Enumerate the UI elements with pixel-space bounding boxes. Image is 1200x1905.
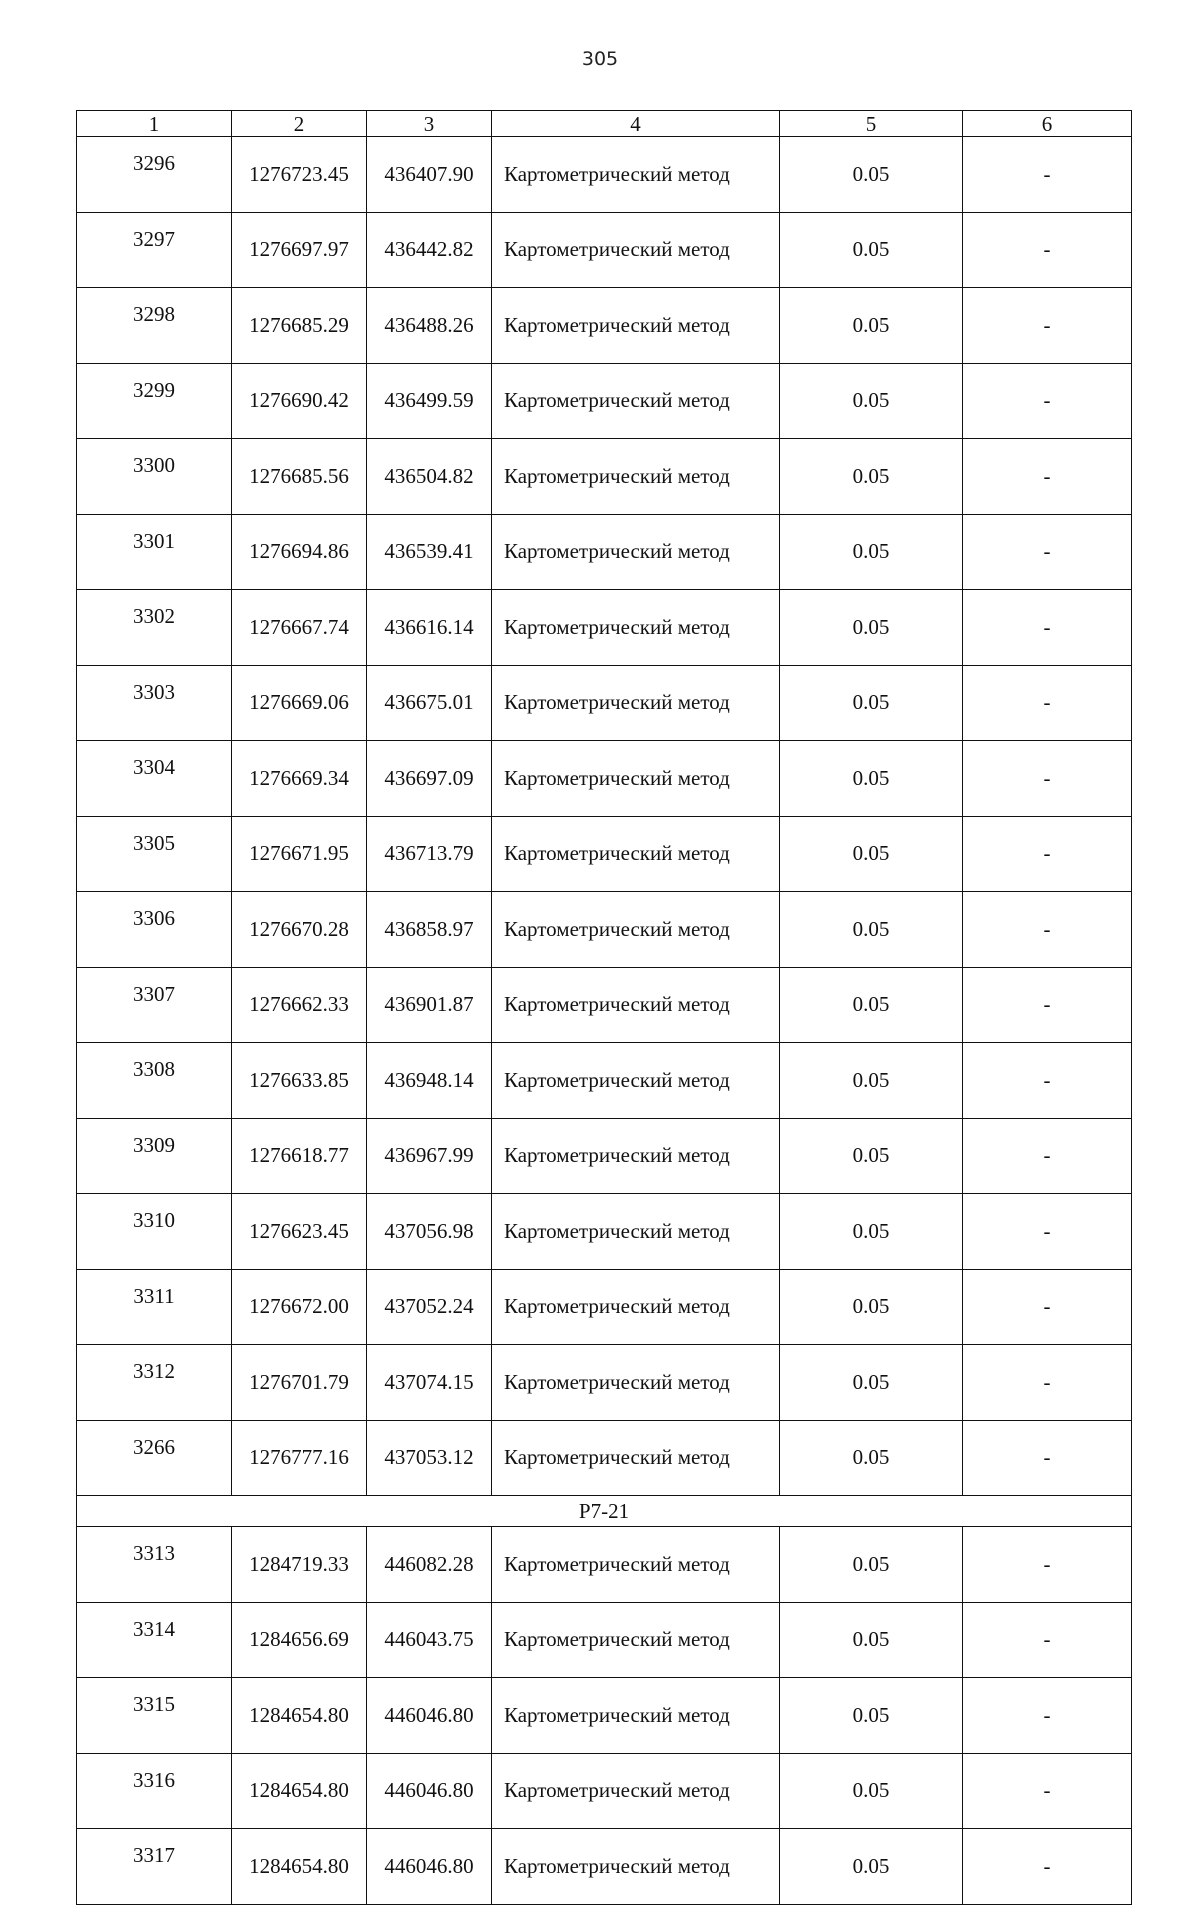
table-row [77,288,1132,364]
x-coordinate-cell: 1276669.06 [232,665,367,741]
x-coordinate-cell: 1276633.85 [232,1043,367,1119]
note-cell: - [963,439,1132,515]
table-row [77,1527,1132,1603]
error-cell: 0.05 [780,1043,963,1119]
note-cell: - [963,892,1132,968]
point-number-cell: 3302 [77,590,232,666]
error-cell: 0.05 [780,1678,963,1754]
x-coordinate-cell: 1276777.16 [232,1420,367,1496]
coordinates-table [76,110,1132,1905]
x-coordinate-cell: 1284654.80 [232,1829,367,1905]
point-number-cell: 3307 [77,967,232,1043]
y-coordinate-cell: 436948.14 [367,1043,492,1119]
point-number-cell: 3308 [77,1043,232,1119]
table-row [77,363,1132,439]
error-cell: 0.05 [780,967,963,1043]
x-coordinate-cell: 1276669.34 [232,741,367,817]
note-cell: - [963,816,1132,892]
y-coordinate-cell: 436697.09 [367,741,492,817]
y-coordinate-cell: 436499.59 [367,363,492,439]
method-cell: Картометрический метод [492,288,780,364]
note-cell: - [963,1602,1132,1678]
note-cell: - [963,1753,1132,1829]
x-coordinate-cell: 1276662.33 [232,967,367,1043]
table-row [77,590,1132,666]
table-row [77,741,1132,817]
error-cell: 0.05 [780,590,963,666]
error-cell: 0.05 [780,1829,963,1905]
error-cell: 0.05 [780,1602,963,1678]
note-cell: - [963,363,1132,439]
note-cell: - [963,1678,1132,1754]
point-number-cell: 3298 [77,288,232,364]
table-row [77,439,1132,515]
y-coordinate-cell: 437053.12 [367,1420,492,1496]
y-coordinate-cell: 437052.24 [367,1269,492,1345]
point-number-cell: 3301 [77,514,232,590]
error-cell: 0.05 [780,1118,963,1194]
point-number-cell: 3266 [77,1420,232,1496]
note-cell: - [963,212,1132,288]
note-cell: - [963,1829,1132,1905]
point-number-cell: 3316 [77,1753,232,1829]
x-coordinate-cell: 1276690.42 [232,363,367,439]
method-cell: Картометрический метод [492,363,780,439]
method-cell: Картометрический метод [492,1527,780,1603]
note-cell: - [963,590,1132,666]
point-number-cell: 3315 [77,1678,232,1754]
y-coordinate-cell: 436616.14 [367,590,492,666]
method-cell: Картометрический метод [492,137,780,213]
error-cell: 0.05 [780,1345,963,1421]
y-coordinate-cell: 436407.90 [367,137,492,213]
y-coordinate-cell: 436858.97 [367,892,492,968]
error-cell: 0.05 [780,1527,963,1603]
x-coordinate-cell: 1276685.29 [232,288,367,364]
y-coordinate-cell: 436442.82 [367,212,492,288]
point-number-cell: 3296 [77,137,232,213]
column-header: 2 [232,111,367,137]
column-header: 3 [367,111,492,137]
section-header-row [77,1496,1132,1527]
method-cell: Картометрический метод [492,439,780,515]
point-number-cell: 3317 [77,1829,232,1905]
table-row [77,1043,1132,1119]
method-cell: Картометрический метод [492,1118,780,1194]
x-coordinate-cell: 1276694.86 [232,514,367,590]
point-number-cell: 3300 [77,439,232,515]
method-cell: Картометрический метод [492,741,780,817]
table-row [77,1602,1132,1678]
note-cell: - [963,1420,1132,1496]
table-row [77,137,1132,213]
section-title: Р7-21 [77,1496,1132,1527]
error-cell: 0.05 [780,1420,963,1496]
note-cell: - [963,1194,1132,1270]
column-header: 6 [963,111,1132,137]
note-cell: - [963,1269,1132,1345]
y-coordinate-cell: 446082.28 [367,1527,492,1603]
x-coordinate-cell: 1276723.45 [232,137,367,213]
note-cell: - [963,741,1132,817]
y-coordinate-cell: 436713.79 [367,816,492,892]
method-cell: Картометрический метод [492,1678,780,1754]
point-number-cell: 3310 [77,1194,232,1270]
point-number-cell: 3305 [77,816,232,892]
table-row [77,514,1132,590]
note-cell: - [963,1345,1132,1421]
note-cell: - [963,1118,1132,1194]
note-cell: - [963,665,1132,741]
table-row [77,1345,1132,1421]
y-coordinate-cell: 437056.98 [367,1194,492,1270]
point-number-cell: 3312 [77,1345,232,1421]
point-number-cell: 3299 [77,363,232,439]
note-cell: - [963,967,1132,1043]
y-coordinate-cell: 436504.82 [367,439,492,515]
error-cell: 0.05 [780,363,963,439]
error-cell: 0.05 [780,212,963,288]
method-cell: Картометрический метод [492,1043,780,1119]
note-cell: - [963,137,1132,213]
x-coordinate-cell: 1284719.33 [232,1527,367,1603]
y-coordinate-cell: 446046.80 [367,1678,492,1754]
x-coordinate-cell: 1276670.28 [232,892,367,968]
y-coordinate-cell: 446046.80 [367,1829,492,1905]
table-row [77,967,1132,1043]
x-coordinate-cell: 1284654.80 [232,1753,367,1829]
x-coordinate-cell: 1276697.97 [232,212,367,288]
x-coordinate-cell: 1276672.00 [232,1269,367,1345]
x-coordinate-cell: 1276685.56 [232,439,367,515]
x-coordinate-cell: 1284656.69 [232,1602,367,1678]
page-number: 305 [581,48,619,70]
column-header: 4 [492,111,780,137]
note-cell: - [963,514,1132,590]
table-row [77,1829,1132,1905]
method-cell: Картометрический метод [492,212,780,288]
method-cell: Картометрический метод [492,816,780,892]
note-cell: - [963,1043,1132,1119]
x-coordinate-cell: 1276618.77 [232,1118,367,1194]
x-coordinate-cell: 1276623.45 [232,1194,367,1270]
method-cell: Картометрический метод [492,514,780,590]
table-row [77,212,1132,288]
table-row [77,892,1132,968]
table-row [77,1678,1132,1754]
y-coordinate-cell: 437074.15 [367,1345,492,1421]
column-header: 1 [77,111,232,137]
error-cell: 0.05 [780,1194,963,1270]
x-coordinate-cell: 1276701.79 [232,1345,367,1421]
x-coordinate-cell: 1276667.74 [232,590,367,666]
point-number-cell: 3306 [77,892,232,968]
table-row [77,665,1132,741]
y-coordinate-cell: 436967.99 [367,1118,492,1194]
y-coordinate-cell: 446046.80 [367,1753,492,1829]
error-cell: 0.05 [780,741,963,817]
error-cell: 0.05 [780,1269,963,1345]
table-row [77,1269,1132,1345]
error-cell: 0.05 [780,816,963,892]
point-number-cell: 3314 [77,1602,232,1678]
error-cell: 0.05 [780,439,963,515]
method-cell: Картометрический метод [492,1194,780,1270]
point-number-cell: 3313 [77,1527,232,1603]
table-row [77,816,1132,892]
error-cell: 0.05 [780,892,963,968]
table-body [77,137,1132,1905]
column-header: 5 [780,111,963,137]
table-row [77,1118,1132,1194]
table-row [77,1420,1132,1496]
x-coordinate-cell: 1284654.80 [232,1678,367,1754]
error-cell: 0.05 [780,288,963,364]
note-cell: - [963,288,1132,364]
error-cell: 0.05 [780,1753,963,1829]
error-cell: 0.05 [780,137,963,213]
method-cell: Картометрический метод [492,1602,780,1678]
note-cell: - [963,1527,1132,1603]
y-coordinate-cell: 446043.75 [367,1602,492,1678]
point-number-cell: 3311 [77,1269,232,1345]
method-cell: Картометрический метод [492,1420,780,1496]
method-cell: Картометрический метод [492,1269,780,1345]
point-number-cell: 3304 [77,741,232,817]
method-cell: Картометрический метод [492,590,780,666]
x-coordinate-cell: 1276671.95 [232,816,367,892]
point-number-cell: 3309 [77,1118,232,1194]
y-coordinate-cell: 436675.01 [367,665,492,741]
point-number-cell: 3303 [77,665,232,741]
method-cell: Картометрический метод [492,665,780,741]
y-coordinate-cell: 436901.87 [367,967,492,1043]
method-cell: Картометрический метод [492,1829,780,1905]
method-cell: Картометрический метод [492,967,780,1043]
y-coordinate-cell: 436488.26 [367,288,492,364]
table-row [77,1194,1132,1270]
table-header-row [77,111,1132,137]
method-cell: Картометрический метод [492,1345,780,1421]
method-cell: Картометрический метод [492,892,780,968]
method-cell: Картометрический метод [492,1753,780,1829]
y-coordinate-cell: 436539.41 [367,514,492,590]
point-number-cell: 3297 [77,212,232,288]
error-cell: 0.05 [780,514,963,590]
table-row [77,1753,1132,1829]
error-cell: 0.05 [780,665,963,741]
